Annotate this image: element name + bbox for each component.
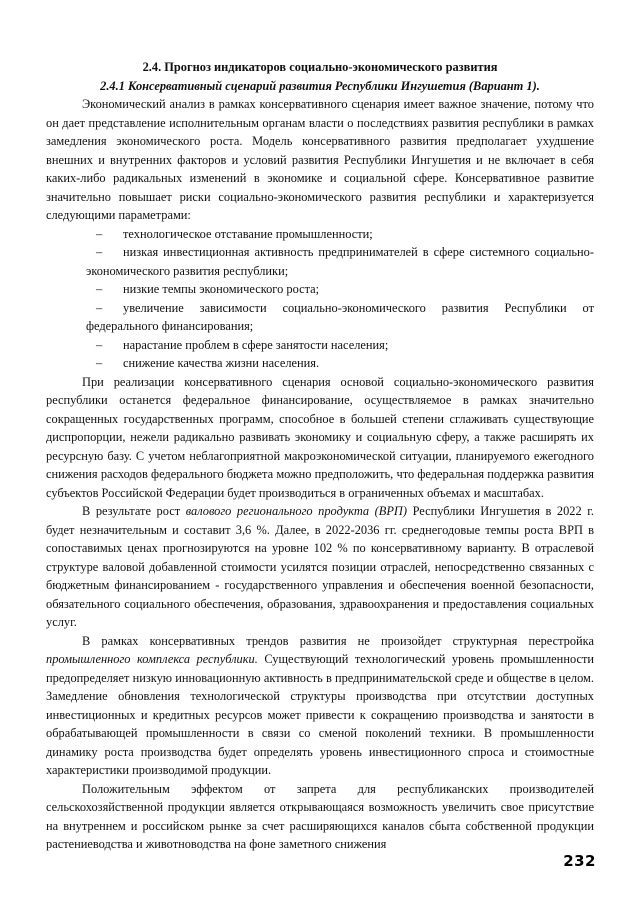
dash-bullet: – [96,356,103,370]
page-number: 232 [563,852,596,870]
list-item: – технологическое отставание промышленности; [46,225,594,244]
dash-bullet: – [96,245,103,259]
list-item: – нарастание проблем в сфере занятости населения; [46,336,594,355]
list-item: – низкая инвестиционная активность предпринимателей в сфере системного социально-экономического развития республики; [86,245,594,278]
parameter-list [46,225,594,373]
document-page [46,58,594,854]
list-item: – снижение качества жизни населения. [46,354,594,373]
paragraph-agriculture: Положительным эффектом от запрета для республиканских производителей сельскохозяйственной продукции является открывающаяся возможность увеличить свое присутствие на внутреннем и российском рынке за счет расширяющихся каналов сбыта собственной продукции растениеводства и животноводства на фоне заметного снижения [46,781,594,851]
list-item: – увеличение зависимости социально-экономического развития Республики от федерального финансирования; [86,300,594,333]
paragraph-federal-funding: При реализации консервативного сценария основой социально-экономического развития республики останется федеральное финансирование, осуществляемое в рамках значительно сокращенных государственных программ, способное в большей степени сглаживать существующие диспропорции, нежели радикально развивать экономику и социальную сферу, а также расширять их ресурсную базу. С учетом неблагоприятной макроэкономической ситуации, планируемого ежегодного снижения расходов федерального бюджета можно предположить, что федеральная поддержка развития субъектов Российской Федерации будет производиться в ограниченных объемах и масштабах. [46,374,594,500]
grp-term: валового регионального продукта (ВРП) [185,504,408,518]
section-heading: 2.4. Прогноз индикаторов социально-экономического развития [142,60,498,74]
paragraph-grp: В результате рост валового регионального продукта (ВРП) Республики Ингушетия в 2022 г. будет незначительным и составит 3,6 %. Далее, в 2022-2036 гг. среднегодовые темпы роста ВРП в сопоставимых ценах прогнозируются на уровне 102 % по консервативному варианту. В отраслевой структуре валовой добавленной стоимости усилятся позиции отраслей, непосредственно связанных с бюджетным финансированием - государственного управления и обеспечения военной безопасности, обязательного социального обеспечения, образования, здравоохранения и предоставления социальных услуг. [46,504,594,629]
dash-bullet: – [96,300,103,315]
dash-bullet: – [96,226,103,241]
dash-bullet: – [96,282,103,296]
dash-bullet: – [96,337,103,352]
list-item: – низкие темпы экономического роста; [46,280,594,299]
industry-term: промышленного комплекса республики. [46,652,258,666]
paragraph-intro: Экономический анализ в рамках консервативного сценария имеет важное значение, потому что он дает представление исполнительным органам власти о последствиях развития республики в рамках замедления экономического роста. Модель консервативного развития предполагает ухудшение внешних и внутренних факторов и условий развития Республики Ингушетия и не включает в себя каких-либо радикальных изменений в экономике и социальной сфере. Консервативное развитие значительно повышает риски социально-экономического развития республики и характеризуется следующими параметрами: [46,97,594,222]
paragraph-industry: В рамках консервативных трендов развития не произойдет структурная перестройка промышленного комплекса республики. Существующий технологический уровень промышленности предопределяет низкую инновационную активность в предпринимательской среде и обществе в целом. Замедление обновления технологической структуры производства при отсутствии доступных инвестиционных и кредитных ресурсов может привести к сокращению производства и занятости в обрабатывающей промышленности в связи со сменой поколений техники. В промышленности динамику роста производства будет определять уровень инвестиционного спроса и стоимостные характеристики производимой продукции. [46,633,594,777]
subsection-heading: 2.4.1 Консервативный сценарий развития Республики Ингушетия (Вариант 1). [100,78,540,93]
